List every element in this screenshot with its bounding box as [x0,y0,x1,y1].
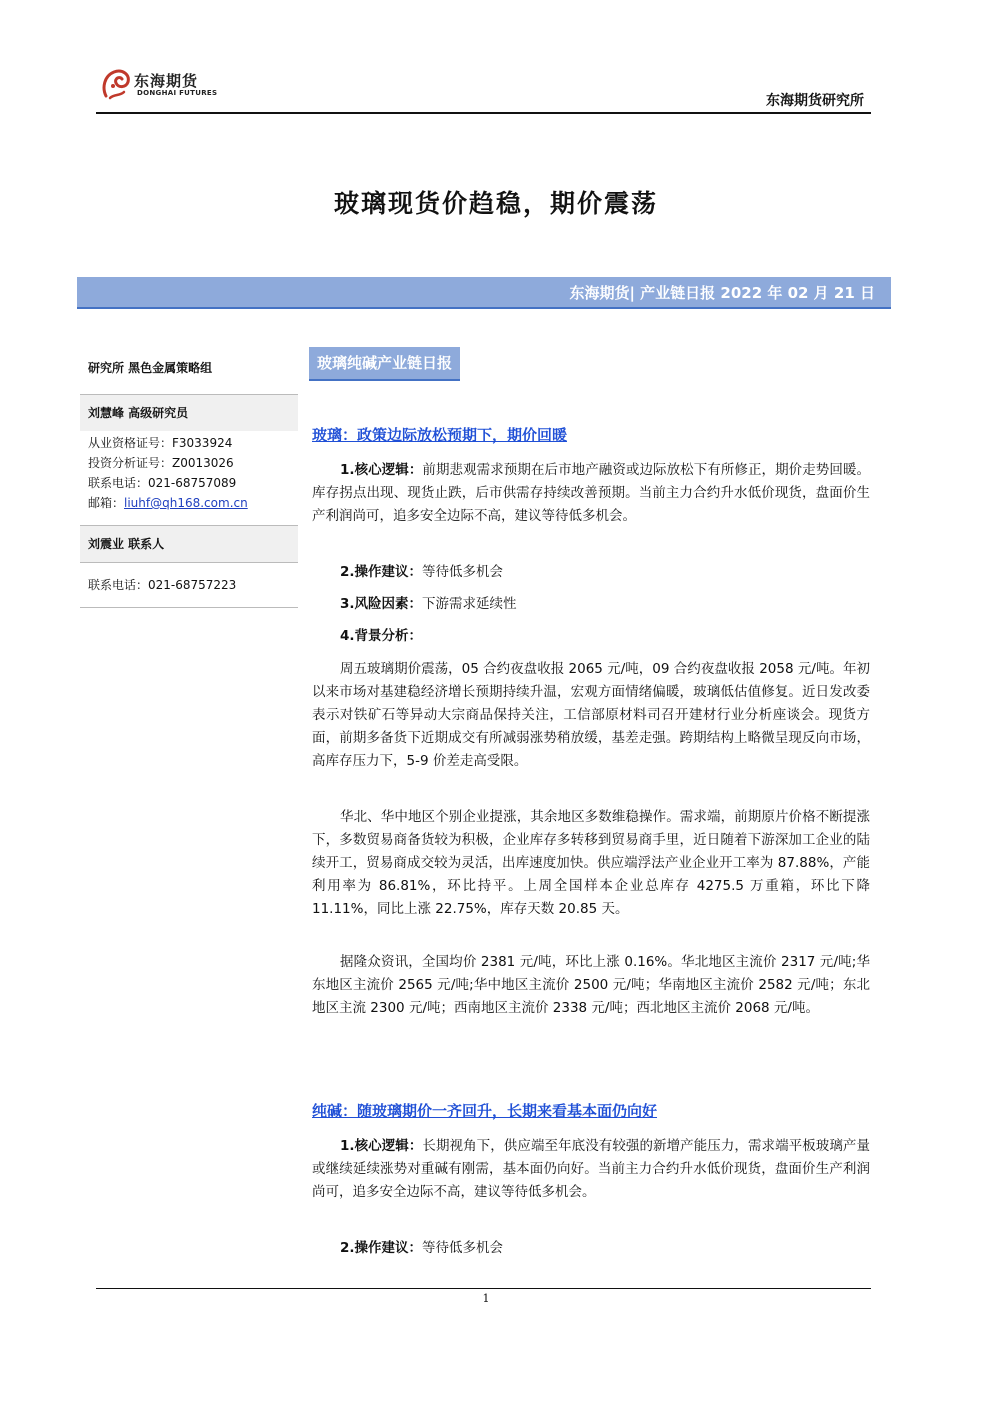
report-banner [77,277,891,309]
soda-heading[interactable]: 纯碱：随玻璃期价一齐回升，长期来看基本面仍向好 [312,1102,658,1120]
soda-op-advice [340,1237,503,1260]
glass-core-label: 1.核心逻辑： [340,462,423,478]
glass-bg-para-1: 周五玻璃期价震荡，05 合约夜盘收报 2065 元/吨，09 合约夜盘收报 2058 元/吨。年初以来市场对基建稳经济增长预期持续升温，宏观方面情绪偏暖，玻璃低估值修复。近日发改委表示对铁矿石等异动大宗商品保持关注，工信部原材料司召开建材行业分析座谈会。现货方面，前期多备货下近期成交有所减弱涨势稍放缓，基差走强。跨期结构上略微呈现反向市场，高库存压力下，5-9 价差走高受限。 [312,661,870,769]
org-name: 东海期货研究所 [766,93,864,109]
soda-core-logic [312,1135,870,1204]
analyst1-email-row [80,493,298,513]
glass-op-advice [340,561,503,584]
glass-risk-label: 3.风险因素： [340,596,423,612]
soda-op-label: 2.操作建议： [340,1240,423,1256]
glass-op-text: 等待低多机会 [422,564,504,580]
footer-divider [96,1288,871,1289]
analyst1-email-link[interactable]: liuhf@qh168.com.cn [124,496,248,510]
glass-core-text: 前期悲观需求预期在后市地产融资或边际放松下有所修正，期价走势回暖。库存拐点出现、现货止跌，后市供需存持续改善预期。当前主力合约升水低价现货，盘面价生产利润尚可，追多安全边际不高，建议等待低多机会。 [312,462,870,524]
logo-cn-text: 东海期货 [134,72,199,90]
page-title: 玻璃现货价趋稳，期价震荡 [333,189,658,218]
banner-text: 东海期货| 产业链日报 2022 年 02 月 21 日 [569,284,875,302]
analyst1-phone: 联系电话：021-68757089 [88,476,237,490]
analyst1-qual: 从业资格证号：F3033924 [88,436,233,450]
analyst2-phone: 联系电话：021-68757223 [88,578,237,592]
glass-bg-para-3: 据隆众资讯，全国均价 2381 元/吨，环比上涨 0.16%。华北地区主流价 2317 元/吨;华东地区主流价 2565 元/吨;华中地区主流价 2500 元/吨；华南地区主流价 2582 元/吨；东北地区主流 2300 元/吨；西南地区主流价 2338 元/吨；西北地区主流价 2068 元/吨。 [312,954,870,1016]
glass-risk-text: 下游需求延续性 [422,596,517,612]
report-tag: 玻璃纯碱产业链日报 [309,347,460,381]
glass-risk [340,593,517,616]
soda-core-label: 1.核心逻辑： [340,1138,423,1154]
sidebar-dept: 研究所 黑色金属策略组 [80,350,298,386]
soda-op-text: 等待低多机会 [422,1240,504,1256]
glass-heading[interactable]: 玻璃：政策边际放松预期下，期价回暖 [312,426,568,444]
dragon-logo-icon [100,66,134,102]
header-divider [96,112,871,114]
logo-en-text: DONGHAI FUTURES [137,89,218,97]
page-number: 1 [482,1292,490,1305]
analyst1-cert: 投资分析证号：Z0013026 [88,456,234,470]
sidebar [80,350,298,608]
analyst2-name: 刘震业 联系人 [80,526,298,562]
soda-core-text: 长期视角下，供应端至年底没有较强的新增产能压力，需求端平板玻璃产量或继续延续涨势对重碱有刚需，基本面仍向好。当前主力合约升水低价现货，盘面价生产利润尚可，追多安全边际不高，建议等待低多机会。 [312,1138,870,1200]
analyst1-name: 刘慧峰 高级研究员 [80,395,298,431]
glass-bg-para-2: 华北、华中地区个别企业提涨，其余地区多数维稳操作。需求端，前期原片价格不断提涨下，多数贸易商备货较为积极，企业库存多转移到贸易商手里，近日随着下游深加工企业的陆续开工，贸易商成交较为灵活，出库速度加快。供应端浮法产业企业开工率为 87.88%，产能利用率为 86.81%，环比持平。上周全国样本企业总库存 4275.5 万重箱，环比下降 11.11%，同比上涨 22.75%，库存天数 20.85 天。 [312,809,870,917]
glass-background [340,625,422,648]
email-label: 邮箱： [88,496,125,510]
company-logo [100,64,230,106]
sidebar-divider [80,607,298,608]
glass-op-label: 2.操作建议： [340,564,423,580]
glass-core-logic [312,459,870,528]
glass-bg-label: 4.背景分析： [340,628,423,644]
